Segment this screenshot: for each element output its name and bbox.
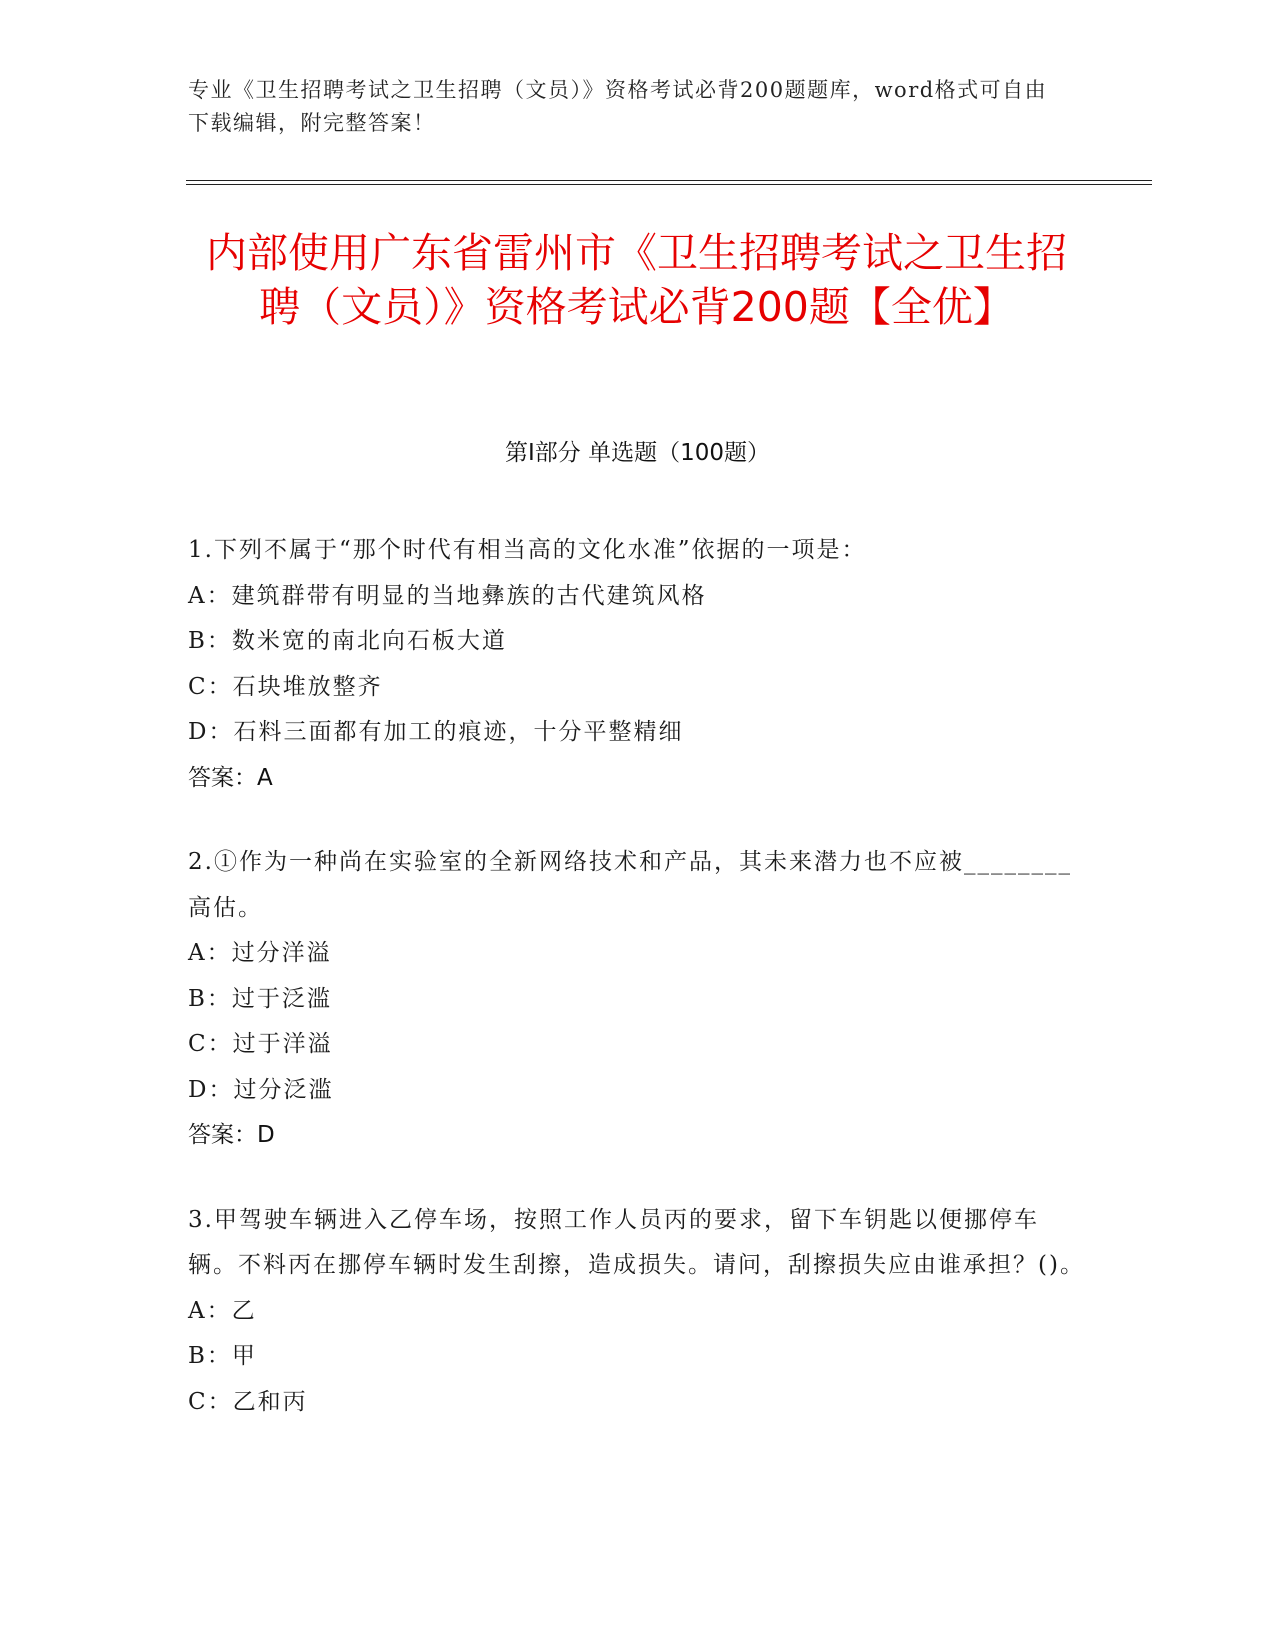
option-a: A：乙 <box>188 1297 257 1324</box>
answer-line: 答案：D <box>188 1122 275 1148</box>
question-1 <box>188 528 1088 801</box>
option-b: B：过于泛滥 <box>188 985 332 1012</box>
question-stem: 2.①作为一种尚在实验室的全新网络技术和产品，其未来潜力也不应被________高估。 <box>188 849 1072 921</box>
option-a: A：过分洋溢 <box>188 940 332 966</box>
section-heading: 第Ⅰ部分 单选题（100题） <box>505 440 770 466</box>
option-b: B：数米宽的南北向石板大道 <box>188 628 507 654</box>
option-b: B：甲 <box>188 1343 257 1369</box>
header-divider-top <box>186 180 1152 181</box>
document-title: 内部使用广东省雷州市《卫生招聘考试之卫生招聘（文员）》资格考试必背200题【全优】 <box>206 229 1067 331</box>
option-c: C：乙和丙 <box>188 1388 308 1415</box>
question-list <box>188 528 1088 1464</box>
option-c: C：过于洋溢 <box>188 1031 333 1057</box>
option-c: C：石块堆放整齐 <box>188 673 383 700</box>
question-stem: 1.下列不属于“那个时代有相当高的文化水准”依据的一项是： <box>188 537 867 563</box>
option-a: A：建筑群带有明显的当地彝族的古代建筑风格 <box>188 582 707 609</box>
header-divider-bottom <box>186 184 1152 185</box>
header-note: 专业《卫生招聘考试之卫生招聘（文员）》资格考试必背200题题库，word格式可自由下载编辑，附完整答案！ <box>188 78 1048 135</box>
answer-line: 答案：A <box>188 764 273 791</box>
question-3 <box>188 1198 1088 1426</box>
option-d: D：石料三面都有加工的痕迹，十分平整精细 <box>188 719 684 745</box>
question-2 <box>188 840 1088 1159</box>
option-d: D：过分泛滥 <box>188 1076 334 1103</box>
question-stem: 3.甲驾驶车辆进入乙停车场，按照工作人员丙的要求，留下车钥匙以便挪停车辆。不料丙在挪停车辆时发生刮擦，造成损失。请问，刮擦损失应由谁承担？()。 <box>188 1206 1085 1278</box>
